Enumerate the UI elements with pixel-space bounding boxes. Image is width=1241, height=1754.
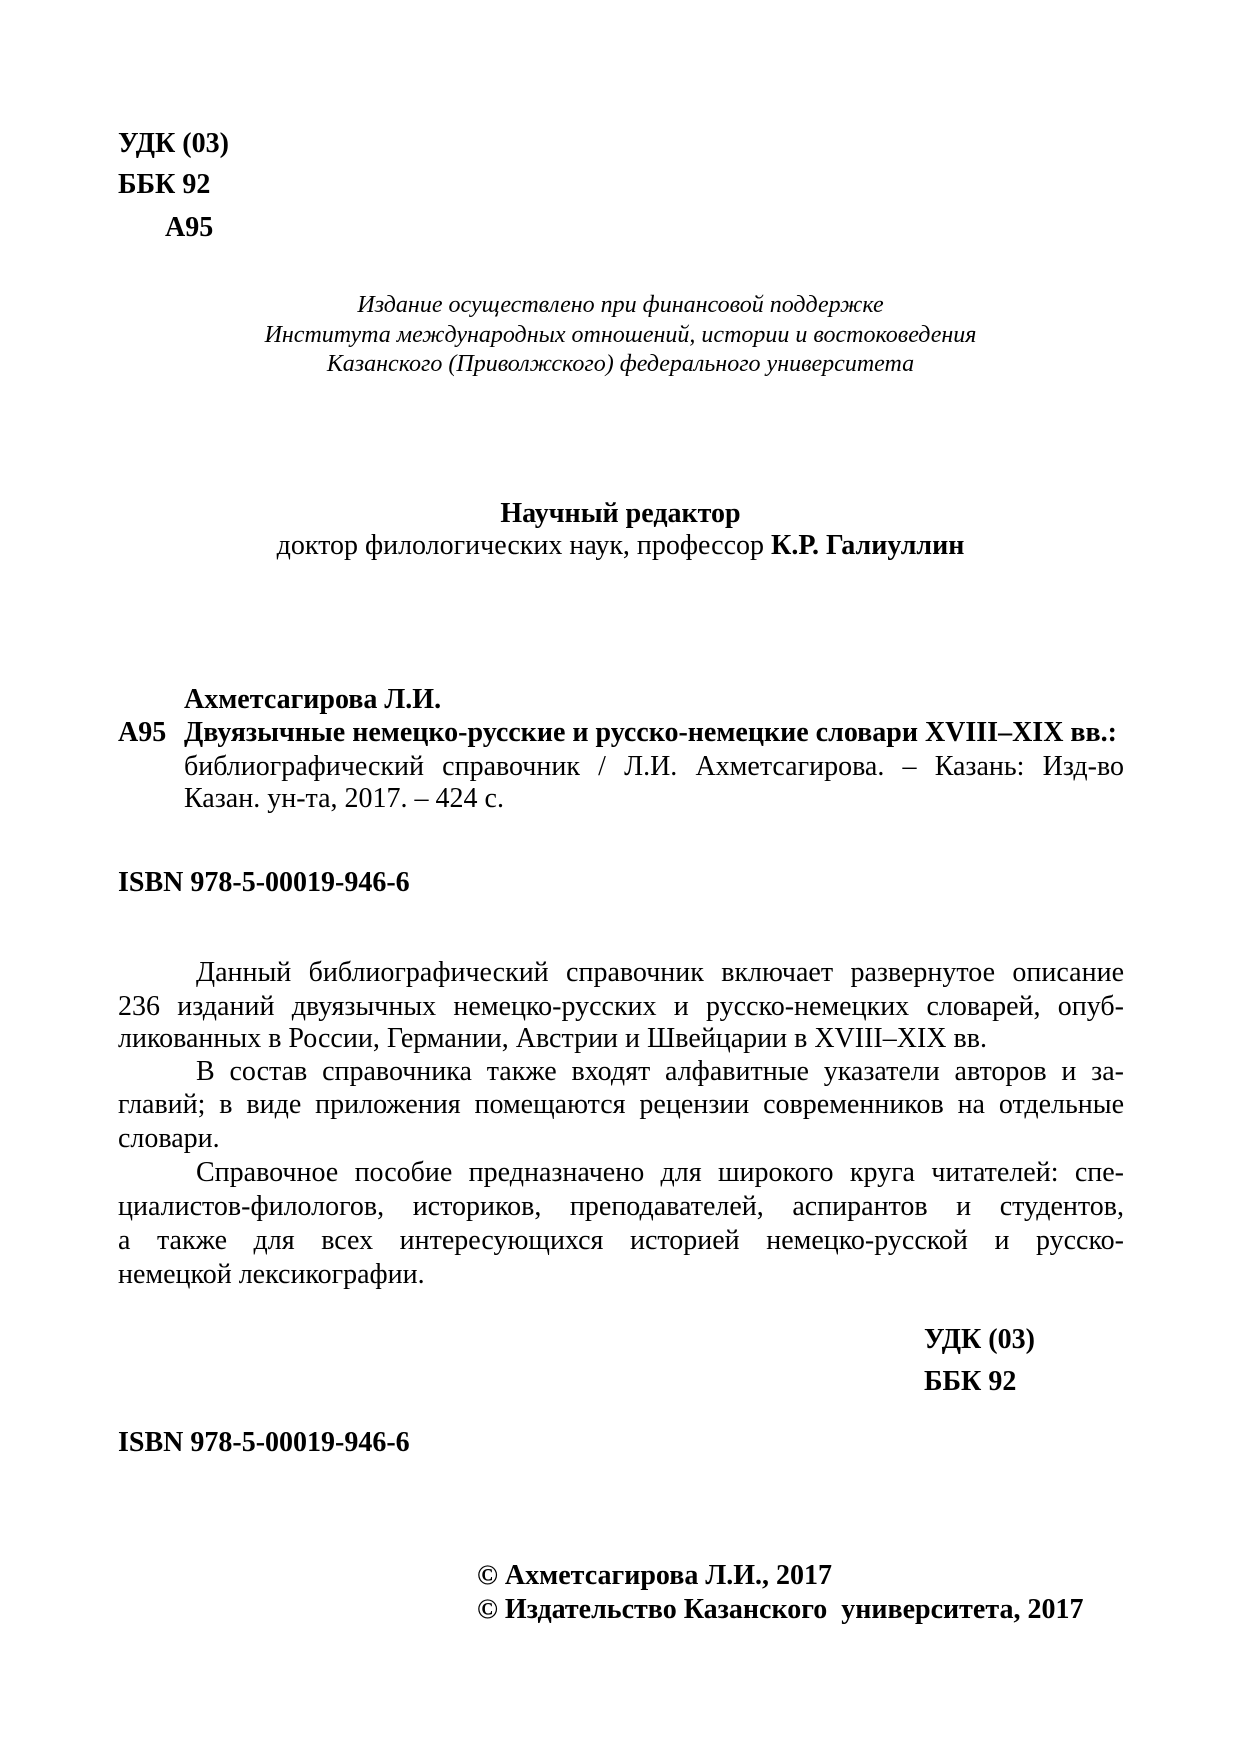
- udk-code-bottom: УДК (03): [924, 1324, 1035, 1355]
- isbn: ISBN 978-5-00019-946-6: [118, 867, 410, 898]
- record-author: Ахметсагирова Л.И.: [184, 684, 442, 715]
- record-title: Двуязычные немецко-русские и русско-немецкие словари XVIII–XIX вв.:: [184, 717, 1117, 748]
- abstract-line: немецкой лексикографии.: [118, 1259, 425, 1290]
- editor-name: К.Р. Галиуллин: [771, 530, 965, 561]
- editor-heading: Научный редактор: [500, 498, 741, 529]
- record-line: Казан. ун-та, 2017. – 424 с.: [184, 783, 504, 814]
- record-mark: А95: [118, 717, 167, 748]
- copyright-author: © Ахметсагирова Л.И., 2017: [477, 1560, 832, 1591]
- abstract-line: Справочное пособие предназначено для широкого круга читателей: спе-: [196, 1157, 1124, 1188]
- abstract-line: 236 изданий двуязычных немецко-русских и русско-немецких словарей, опуб-: [118, 991, 1124, 1022]
- isbn-bottom: ISBN 978-5-00019-946-6: [118, 1427, 410, 1458]
- abstract-line: главий; в виде приложения помещаются рецензии современников на отдельные: [118, 1089, 1124, 1120]
- author-mark: А95: [165, 212, 214, 243]
- record-line: библиографический справочник / Л.И. Ахметсагирова. – Казань: Изд-во: [184, 751, 1124, 782]
- bbk-code-bottom: ББК 92: [924, 1366, 1017, 1397]
- abstract-line: В состав справочника также входят алфавитные указатели авторов и за-: [196, 1056, 1124, 1087]
- udk-code: УДК (03): [118, 128, 229, 159]
- editor-line: [0, 529, 1241, 563]
- abstract-line: ликованных в России, Германии, Австрии и Швейцарии в XVIII–XIX вв.: [118, 1023, 987, 1054]
- editor-title: доктор филологических наук, профессор: [276, 530, 772, 561]
- abstract-line: словари.: [118, 1123, 220, 1154]
- bbk-code: ББК 92: [118, 169, 211, 200]
- copyright-publisher: © Издательство Казанского университета, 2017: [477, 1594, 1084, 1625]
- funding-note-line: Издание осуществлено при финансовой поддержке: [357, 292, 884, 318]
- abstract-line: циалистов-филологов, историков, преподавателей, аспирантов и студентов,: [118, 1191, 1124, 1222]
- abstract-line: а также для всех интересующихся историей немецко-русской и русско-: [118, 1225, 1124, 1256]
- abstract-line: Данный библиографический справочник включает развернутое описание: [196, 957, 1124, 988]
- funding-note-line: Казанского (Приволжского) федерального университета: [326, 351, 915, 377]
- funding-note-line: Института международных отношений, истории и востоковедения: [264, 322, 977, 348]
